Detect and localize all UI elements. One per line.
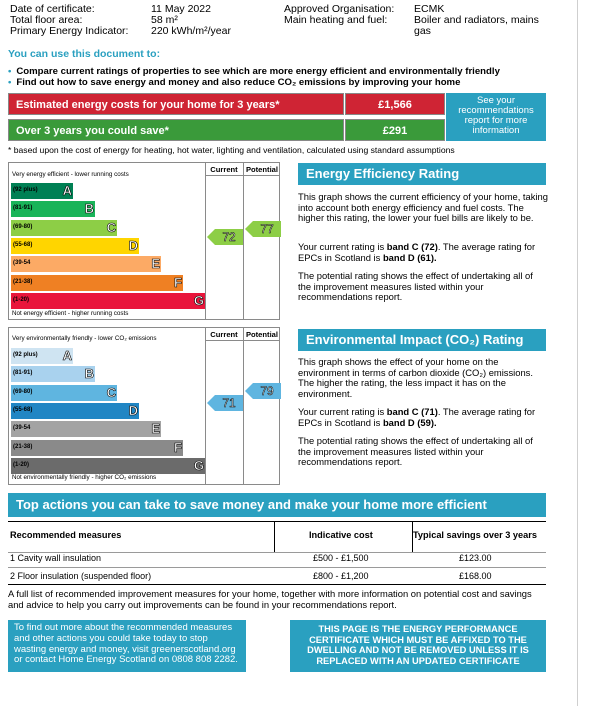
rating-band-c	[11, 385, 117, 401]
band-letter: B	[84, 201, 94, 217]
savings-row	[8, 119, 445, 141]
band-letter: D	[128, 237, 138, 253]
band-letter: E	[151, 256, 160, 272]
full-list-text: A full list of recommended improvement measures for your home, together with more information on potential cost and savings and advice to help you carry out improvements can be found in your recommendations report.	[8, 588, 532, 610]
band-letter: G	[193, 292, 204, 308]
current-column-header: Current	[210, 330, 238, 339]
table-cell-cost: £500 - £1,500	[313, 553, 369, 563]
rating-band-a	[11, 348, 73, 364]
band-letter: F	[174, 439, 182, 455]
potential-column-header: Potential	[245, 330, 279, 339]
energy-efficiency-text-2: Your current rating is band C (72). The average rating for EPCs in Scotland is band D (61).	[298, 241, 536, 263]
rating-band-d	[11, 403, 139, 419]
energy-efficiency-chart	[8, 162, 280, 320]
potential-rating-marker: 79	[245, 383, 281, 399]
environmental-impact-text-3: The potential rating shows the effect of undertaking all of the improvement measures listed within your recommendations report.	[298, 435, 533, 468]
certificate-notice-box: THIS PAGE IS THE ENERGY PERFORMANCE CERTIFICATE WHICH MUST BE AFFIXED TO THE DWELLING AND NOT BE REMOVED UNLESS IT IS REPLACED WITH AN UPDATED CERTIFICATE	[290, 620, 546, 672]
environmental-impact-text-1: This graph shows the effect of your home on the environment in terms of carbon dioxide (CO₂) emissions. The higher the rating, the less impact it has on the environment.	[298, 356, 533, 399]
intro-bullet: • Compare current ratings of properties to see which are more energy efficient and environmentally friendly	[8, 66, 500, 77]
band-range: (39-54	[13, 260, 31, 267]
potential-rating-marker: 77	[245, 221, 281, 237]
table-header-measures: Recommended measures	[10, 530, 122, 540]
rating-band-e	[11, 421, 161, 437]
page-border	[577, 0, 578, 706]
band-range: (39-54	[13, 425, 31, 432]
table-header-savings: Typical savings over 3 years	[413, 530, 537, 540]
org-label: Approved Organisation:	[284, 3, 395, 15]
current-column-header: Current	[210, 165, 238, 174]
area-value: 58 m²	[151, 14, 178, 26]
table-cell-cost: £800 - £1,200	[313, 571, 369, 581]
band-letter: A	[62, 348, 72, 363]
table-cell-saving: £168.00	[459, 571, 492, 581]
band-letter: A	[62, 183, 72, 198]
band-letter: C	[106, 219, 116, 235]
date-value: 11 May 2022	[151, 3, 211, 15]
potential-column-header: Potential	[245, 165, 279, 174]
see-recommendations-box: See your recommendations report for more information	[446, 93, 546, 141]
environmental-impact-text-2: Your current rating is band C (71). The average rating for EPCs in Scotland is band D (59).	[298, 406, 536, 428]
band-range: (1-20)	[13, 461, 30, 468]
band-range: (1-20)	[13, 296, 30, 303]
energy-efficiency-text-1: This graph shows the current efficiency of your home, taking into account both energy efficiency and fuel costs. The higher this rating, the lower your fuel bills are likely to be.	[298, 191, 548, 224]
rating-band-g	[11, 458, 205, 474]
rating-band-f	[11, 440, 183, 456]
band-range: (69-80)	[13, 223, 33, 230]
pei-value: 220 kWh/m²/year	[151, 25, 231, 37]
savings-label: Over 3 years you could save*	[8, 119, 344, 141]
table-header-cost: Indicative cost	[309, 530, 373, 540]
estimated-cost-row	[8, 93, 445, 115]
table-row: 2 Floor insulation (suspended floor)	[10, 571, 152, 581]
table-row: 1 Cavity wall insulation	[10, 553, 102, 563]
find-out-more-box: To find out more about the recommended measures and other actions you could take today to stop wasting energy and money, visit greenerscotland.org or contact Home Energy Scotland on 0808 808 2282.	[8, 620, 246, 672]
rating-band-a	[11, 183, 73, 199]
estimated-cost-label: Estimated energy costs for your home for 3 years*	[8, 93, 344, 115]
cost-footnote: * based upon the cost of energy for heating, hot water, lighting and ventilation, calculated using standard assumptions	[8, 145, 455, 155]
band-range: (81-91)	[13, 370, 33, 377]
band-range: (69-80)	[13, 388, 33, 395]
rating-band-g	[11, 293, 205, 309]
intro-bullet: • Find out how to save energy and money and also reduce CO₂ emissions by improving your home	[8, 77, 461, 88]
heating-value-line1: Boiler and radiators, mains	[414, 14, 539, 26]
band-letter: F	[174, 274, 182, 290]
rating-band-b	[11, 201, 95, 217]
band-range: (81-91)	[13, 205, 33, 212]
current-rating-marker: 72	[207, 229, 243, 245]
chart-top-text: Very environmentally friendly - lower CO₂ emissions	[12, 335, 157, 342]
band-range: (21-38)	[13, 278, 33, 285]
band-range: (92 plus)	[13, 187, 38, 193]
band-range: (55-68)	[13, 241, 33, 248]
pei-label: Primary Energy Indicator:	[10, 25, 129, 37]
rating-band-f	[11, 275, 183, 291]
date-label: Date of certificate:	[10, 3, 95, 15]
rating-band-e	[11, 256, 161, 272]
current-rating-marker: 71	[207, 395, 243, 411]
band-letter: G	[193, 457, 204, 473]
heating-value-line2: gas	[414, 25, 431, 37]
environmental-impact-title: Environmental Impact (CO₂) Rating	[298, 329, 546, 351]
energy-efficiency-title: Energy Efficiency Rating	[298, 163, 546, 185]
savings-value: £291	[345, 119, 445, 141]
heating-label: Main heating and fuel:	[284, 14, 388, 26]
environmental-impact-chart	[8, 327, 280, 485]
chart-bottom-text: Not environmentally friendly - higher CO₂ emissions	[12, 474, 157, 481]
estimated-cost-value: £1,566	[345, 93, 445, 115]
band-letter: B	[84, 366, 94, 382]
band-range: (55-68)	[13, 406, 33, 413]
rating-band-b	[11, 366, 95, 382]
intro-title: You can use this document to:	[8, 48, 161, 60]
rating-band-d	[11, 238, 139, 254]
rating-band-c	[11, 220, 117, 236]
band-range: (21-38)	[13, 443, 33, 450]
band-letter: C	[106, 384, 116, 400]
table-cell-saving: £123.00	[459, 553, 492, 563]
band-letter: E	[151, 421, 160, 437]
top-actions-table	[8, 521, 546, 585]
band-range: (92 plus)	[13, 352, 38, 358]
top-actions-title: Top actions you can take to save money and make your home more efficient	[8, 493, 546, 517]
energy-efficiency-text-3: The potential rating shows the effect of undertaking all of the improvement measures listed within your recommendations report.	[298, 270, 533, 303]
band-letter: D	[128, 402, 138, 418]
intro-bullets	[8, 66, 500, 88]
chart-bottom-text: Not energy efficient - higher running costs	[12, 310, 129, 317]
area-label: Total floor area:	[10, 14, 83, 26]
chart-top-text: Very energy efficient - lower running costs	[12, 171, 129, 178]
org-value: ECMK	[414, 3, 445, 15]
